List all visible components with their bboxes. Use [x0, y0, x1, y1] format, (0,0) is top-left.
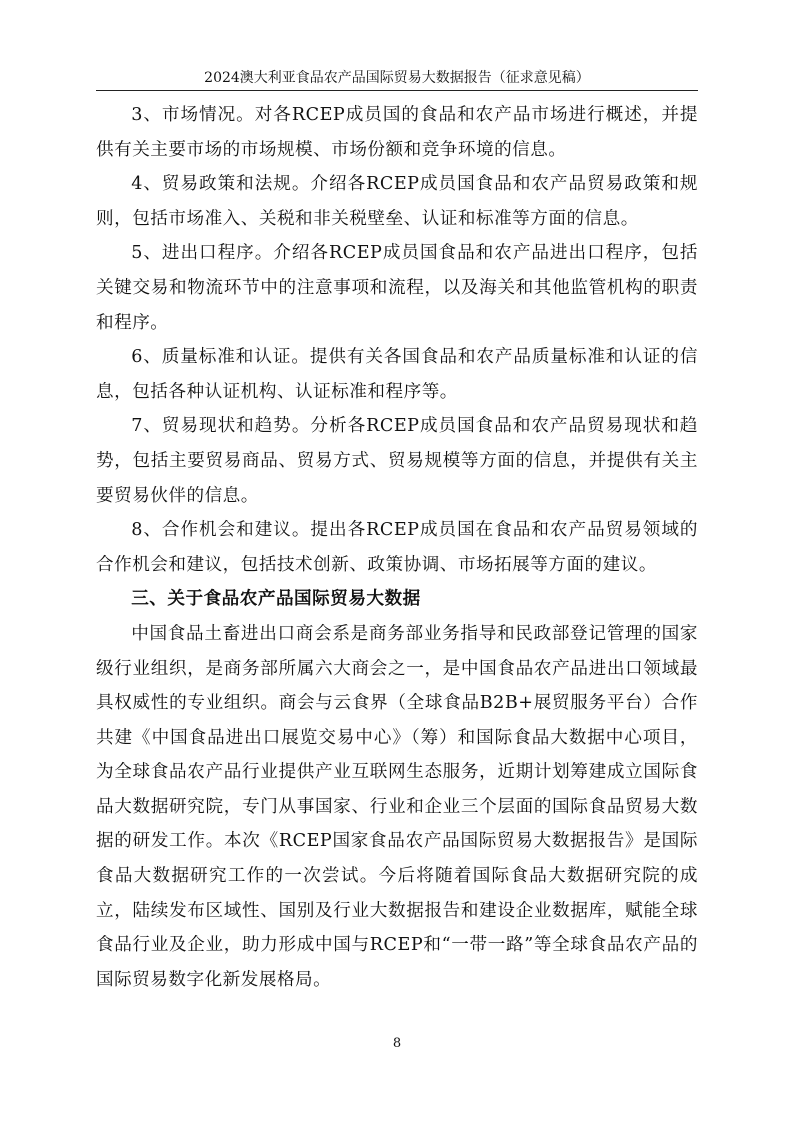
list-item-quality-standards: 6、质量标准和认证。提供有关各国食品和农产品质量标准和认证的信息，包括各种认证机构、认证标准和程序等。 — [96, 347, 698, 402]
section-paragraph: 中国食品土畜进出口商会系是商务部业务指导和民政部登记管理的国家级行业组织，是商务部所属六大商会之一，是中国食品农产品进出口领域最具权威性的专业组织。商会与云食界（全球食品B2B+展贸服务平台）合作共建《中国食品进出口展览交易中心》（筹）和国际食品大数据中心项目，为全球食品农产品行业提供产业互联网生态服务，近期计划筹建成立国际食品大数据研究院，专门从事国家、行业和企业三个层面的国际食品贸易大数据的研发工作。本次《RCEP国家食品农产品国际贸易大数据报告》是国际食品大数据研究工作的一次尝试。今后将随着国际食品大数据研究院的成立，陆续发布区域性、国别及行业大数据报告和建设企业数据库，赋能全球食品行业及企业，助力形成中国与RCEP和“一带一路”等全球食品农产品的国际贸易数字化新发展格局。 — [96, 623, 698, 990]
document-body — [96, 98, 698, 997]
list-item-trade-trends: 7、贸易现状和趋势。分析各RCEP成员国食品和农产品贸易现状和趋势，包括主要贸易商品、贸易方式、贸易规模等方面的信息，并提供有关主要贸易伙伴的信息。 — [96, 416, 698, 506]
header-title: 2024澳大利亚食品农产品国际贸易大数据报告（征求意见稿） — [204, 70, 590, 86]
list-item-trade-policy: 4、贸易政策和法规。介绍各RCEP成员国食品和农产品贸易政策和规则，包括市场准入、关税和非关税壁垒、认证和标准等方面的信息。 — [96, 174, 698, 229]
page-number: 8 — [392, 1036, 402, 1051]
section-heading: 三、关于食品农产品国际贸易大数据 — [131, 589, 421, 610]
list-item-cooperation: 8、合作机会和建议。提出各RCEP成员国在食品和农产品贸易领域的合作机会和建议，包括技术创新、政策协调、市场拓展等方面的建议。 — [96, 520, 698, 575]
page-header — [96, 66, 698, 91]
list-item-import-export: 5、进出口程序。介绍各RCEP成员国食品和农产品进出口程序，包括关键交易和物流环节中的注意事项和流程，以及海关和其他监管机构的职责和程序。 — [96, 243, 698, 333]
list-item-market: 3、市场情况。对各RCEP成员国的食品和农产品市场进行概述，并提供有关主要市场的市场规模、市场份额和竞争环境的信息。 — [96, 105, 698, 160]
